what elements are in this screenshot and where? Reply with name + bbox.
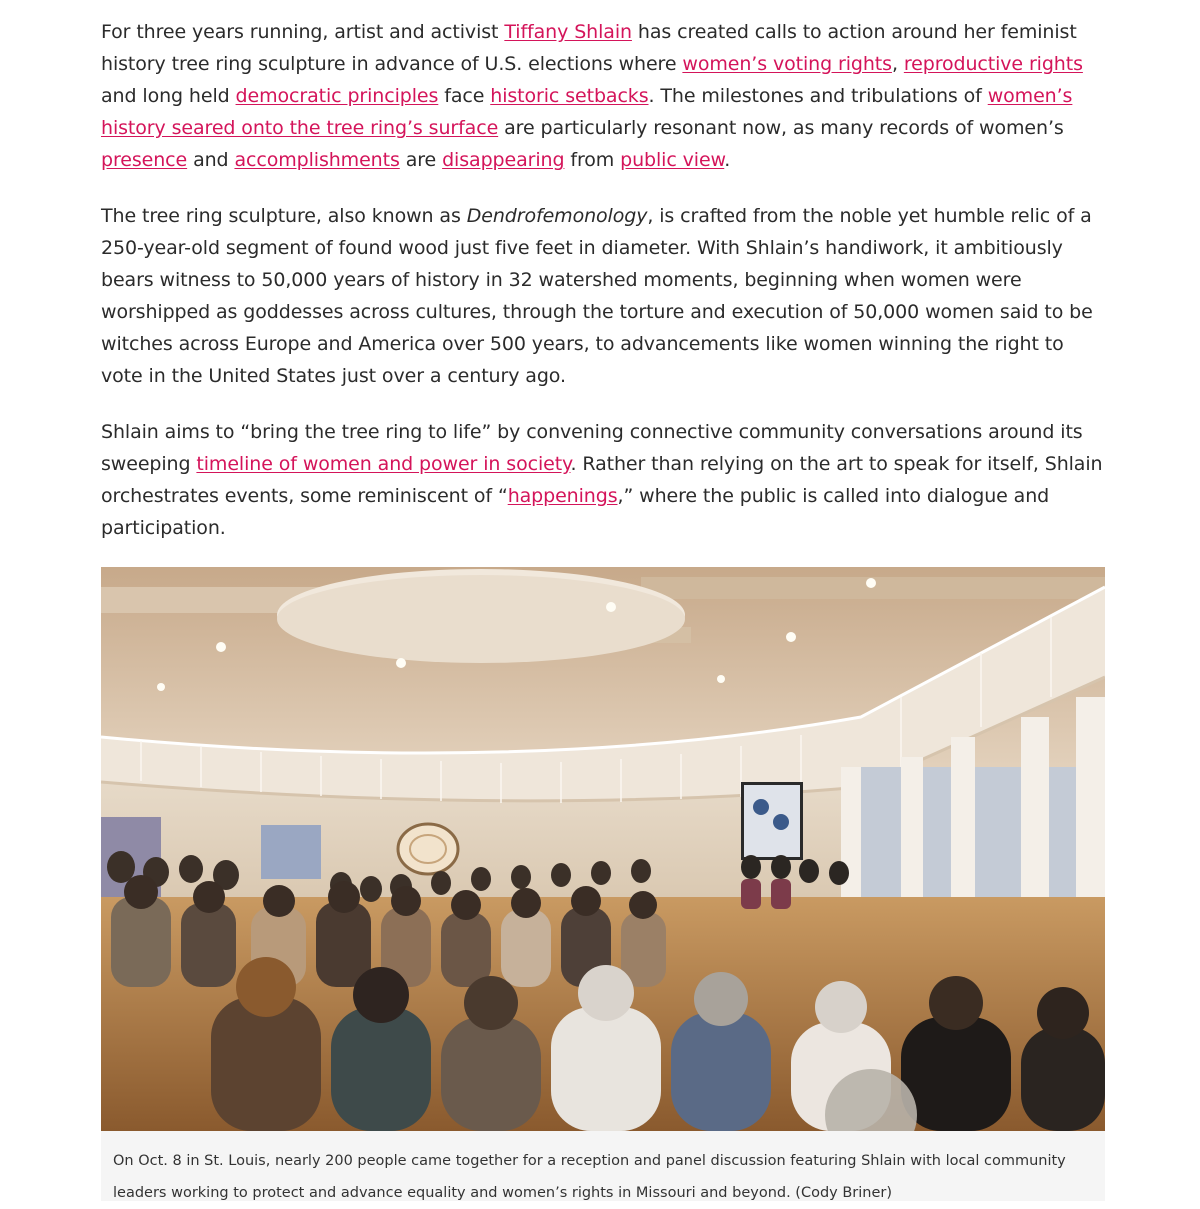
text: . Rather than relying on the art to speak for itself, Shlain orchestrates events, some reminiscent of “: [101, 453, 1103, 507]
text: are: [399, 149, 443, 171]
link-happenings[interactable]: happenings: [507, 485, 618, 507]
link-reproductive-rights[interactable]: reproductive rights: [903, 53, 1083, 75]
text: , is crafted from the noble yet humble relic of a 250-year-old segment of found wood just five feet in diameter. With Shlain’s handiwork, it ambitiously bears witness to 50,000 years of history in 32 watershed moments, beginning when women were worshipped as goddesses across cultures, through the torture and execution of 50,000 women said to be witches across Europe and America over 500 years, to advancements like women winning the right to vote in the United States just over a century ago.: [101, 205, 1093, 387]
paragraph-3: [101, 416, 1105, 544]
link-womens-voting-rights[interactable]: women’s voting rights: [682, 53, 892, 75]
link-public-view[interactable]: public view: [620, 149, 725, 171]
text: .: [724, 149, 731, 171]
link-timeline-women-power[interactable]: timeline of women and power in society: [196, 453, 571, 475]
text: ,: [891, 53, 904, 75]
event-photo-illustration: [101, 567, 1105, 1131]
text: are particularly resonant now, as many records of women’s: [498, 117, 1064, 139]
link-disappearing[interactable]: disappearing: [442, 149, 565, 171]
artwork-title: Dendrofemonology: [466, 205, 648, 227]
link-historic-setbacks[interactable]: historic setbacks: [490, 85, 649, 107]
text: Shlain aims to “bring the tree ring to life” by convening connective community conversations around its sweeping: [101, 421, 1083, 475]
text: and: [187, 149, 235, 171]
link-accomplishments[interactable]: accomplishments: [234, 149, 400, 171]
article-figure: [101, 567, 1105, 1201]
paragraph-2: [101, 200, 1105, 392]
link-womens-history-tree-ring[interactable]: women’s history seared onto the tree ring’s surface: [101, 85, 1073, 139]
link-democratic-principles[interactable]: democratic principles: [235, 85, 439, 107]
text: has created calls to action around her feminist history tree ring sculpture in advance of U.S. elections where: [101, 21, 1077, 75]
event-photo: [101, 567, 1105, 1131]
text: face: [438, 85, 491, 107]
text: For three years running, artist and activist: [101, 21, 505, 43]
link-tiffany-shlain[interactable]: Tiffany Shlain: [504, 21, 632, 43]
link-presence[interactable]: presence: [101, 149, 188, 171]
text: and long held: [101, 85, 236, 107]
text: . The milestones and tribulations of: [648, 85, 988, 107]
text: ,” where the public is called into dialogue and participation.: [101, 485, 1050, 539]
text: from: [564, 149, 621, 171]
paragraph-1: [101, 16, 1105, 176]
text: The tree ring sculpture, also known as: [101, 205, 467, 227]
photo-caption: On Oct. 8 in St. Louis, nearly 200 people came together for a reception and panel discussion featuring Shlain with local community leaders working to protect and advance equality and women’s rights in Missouri and beyond. (Cody Briner): [101, 1131, 1105, 1201]
